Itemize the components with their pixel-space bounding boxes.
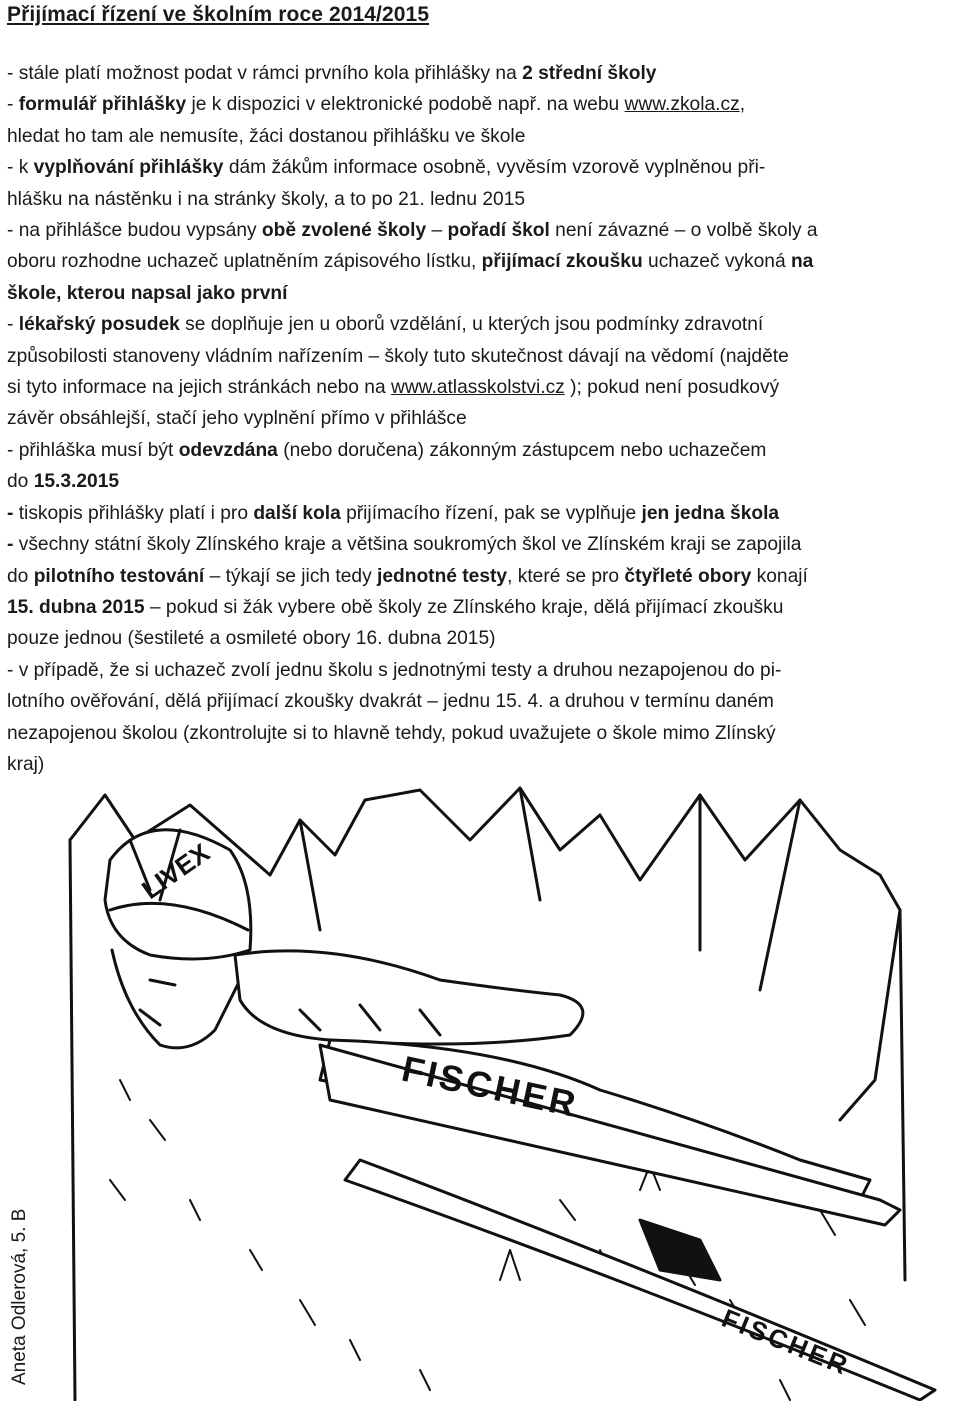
text-line <box>7 215 955 246</box>
bold-run: čtyřleté obory <box>624 565 752 587</box>
text-run: tiskopis přihlášky platí i pro <box>13 502 254 524</box>
text-run: přijímacího řízení, pak se vyplňuje <box>340 502 642 524</box>
text-run: nezapojenou školou (zkontrolujte si to hlavně tehdy, pokud uvažujete o škole mimo Zlínský <box>7 722 776 744</box>
author-credit: Aneta Odlerová, 5. B <box>9 1208 30 1385</box>
text-line <box>7 749 955 780</box>
text-run: do <box>7 565 34 587</box>
ski-label-upper: FISCHER <box>398 1047 582 1126</box>
text-run: - přihláška musí být <box>7 439 179 461</box>
text-run: hlášku na nástěnku i na stránky školy, a to po 21. lednu 2015 <box>7 188 526 210</box>
text-line <box>7 184 955 215</box>
text-line <box>7 278 955 309</box>
text-run: - <box>7 314 19 336</box>
text-line <box>7 529 955 560</box>
bold-run: další kola <box>253 502 341 524</box>
text-line <box>7 623 955 654</box>
text-run: - k <box>7 157 34 179</box>
bold-run: - <box>7 502 14 524</box>
text-run: lotního ověřování, dělá přijímací zkoušky dvakrát – jednu 15. 4. a druhou v termínu daném <box>7 691 774 713</box>
text-run: si tyto informace na jejich stránkách nebo na <box>7 377 391 399</box>
text-line <box>7 309 955 340</box>
text-run: není závazné – o volbě školy a <box>549 220 818 242</box>
text-line <box>7 655 955 686</box>
web-link[interactable]: www.atlasskolstvi.cz <box>390 377 565 399</box>
text-run: způsobilosti stanoveny vládním nařízením – školy tuto skutečnost dávají na vědomí (najděte <box>7 345 789 367</box>
bold-run: lékařský posudek <box>18 314 180 336</box>
bold-run: vyplňování přihlášky <box>33 157 224 179</box>
text-run: uchazeč vykoná <box>642 251 791 273</box>
text-run: všechny státní školy Zlínského kraje a většina soukromých škol ve Zlínském kraji se zapojila <box>13 534 802 556</box>
text-run: - v případě, že si uchazeč zvolí jednu školu s jednotnými testy a druhou nezapojenou do pi- <box>7 659 782 681</box>
bold-run: 15. dubna 2015 <box>7 596 145 618</box>
text-run: do <box>7 471 34 493</box>
text-run: konají <box>751 565 808 587</box>
text-run: ); pokud není posudkový <box>564 377 780 399</box>
text-line <box>7 341 955 372</box>
text-run: – pokud si žák vybere obě školy ze Zlínského kraje, dělá přijímací zkoušku <box>144 596 784 618</box>
text-line <box>7 561 955 592</box>
text-run: závěr obsáhlejší, stačí jeho vyplnění přímo v přihlášce <box>7 408 467 430</box>
text-run: - stále platí možnost podat v rámci prvního kola přihlášky na <box>7 63 523 84</box>
bold-run: 2 střední školy <box>522 63 657 84</box>
text-run: kraj) <box>7 753 45 775</box>
text-run: - <box>7 94 19 116</box>
bold-run: přijímací zkoušku <box>481 251 643 273</box>
text-run: , které se pro <box>507 565 625 587</box>
face <box>112 950 240 1048</box>
text-line <box>7 89 955 120</box>
text-line <box>7 152 955 183</box>
boot <box>640 1220 720 1280</box>
bold-run: 15.3.2015 <box>33 471 120 493</box>
text-run: - na přihlášce budou vypsány <box>7 220 262 242</box>
bold-run: odevzdána <box>178 439 278 461</box>
info-text <box>7 58 955 780</box>
jumper-body <box>235 951 583 1044</box>
text-line <box>7 58 955 89</box>
text-line <box>7 466 955 497</box>
text-line <box>7 686 955 717</box>
text-line <box>7 403 955 434</box>
bold-run: pořadí škol <box>447 220 550 242</box>
text-run: dám žákům informace osobně, vyvěsím vzorově vyplněnou při- <box>223 157 766 179</box>
text-line <box>7 246 955 277</box>
bold-run: jen jedna škola <box>641 502 780 524</box>
text-run: (nebo doručena) zákonným zástupcem nebo uchazečem <box>277 439 767 461</box>
text-line <box>7 592 955 623</box>
text-line <box>7 372 955 403</box>
text-run: se doplňuje jen u oborů vzdělání, u kterých jsou podmínky zdravotní <box>179 314 764 336</box>
text-run: oboru rozhodne uchazeč uplatněním zápisového lístku, <box>7 251 482 273</box>
ski-jumper-drawing <box>0 780 960 1401</box>
text-run: – <box>426 220 448 242</box>
text-run: pouze jednou (šestileté a osmileté obory 16. dubna 2015) <box>7 628 496 650</box>
text-line <box>7 435 955 466</box>
bold-run: škole, kterou napsal jako první <box>7 282 288 304</box>
text-line <box>7 718 955 749</box>
bold-run: - <box>7 534 14 556</box>
page-title: Přijímací řízení ve školním roce 2014/2015 <box>7 3 430 26</box>
text-line <box>7 498 955 529</box>
text-run: hledat ho tam ale nemusíte, žáci dostanou přihlášku ve škole <box>7 125 526 147</box>
web-link[interactable]: www.zkola.cz <box>624 94 740 116</box>
bold-run: obě zvolené školy <box>261 220 427 242</box>
ski-label-lower: FISCHER <box>717 1302 855 1382</box>
bold-run: jednotné testy <box>377 565 508 587</box>
helmet-label: LIVEX <box>136 837 215 905</box>
helmet <box>105 830 251 959</box>
bold-run: formulář přihlášky <box>18 94 187 116</box>
bold-run: pilotního testování <box>33 565 205 587</box>
bold-run: na <box>790 251 814 273</box>
text-run: , <box>739 94 746 116</box>
text-run: je k dispozici v elektronické podobě např. na webu <box>186 94 625 116</box>
text-line <box>7 121 955 152</box>
text-run: – týkají se jich tedy <box>204 565 378 587</box>
